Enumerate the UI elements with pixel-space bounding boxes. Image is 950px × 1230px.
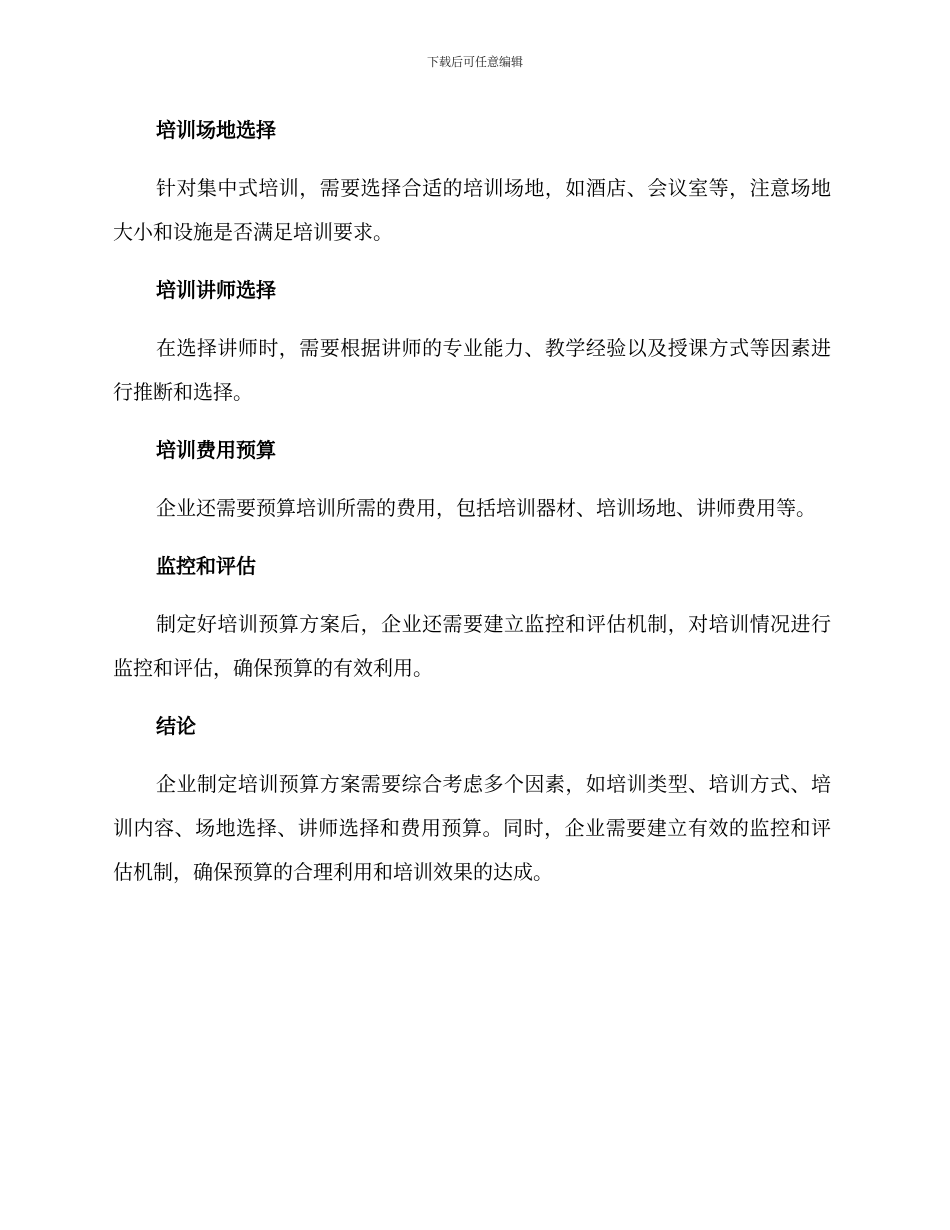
section-heading: 结论 xyxy=(156,714,196,738)
section-paragraph: 针对集中式培训，需要选择合适的培训场地，如酒店、会议室等，注意场地大小和设施是否满足培训要求。 xyxy=(113,176,831,244)
section-paragraph: 企业还需要预算培训所需的费用，包括培训器材、培训场地、讲师费用等。 xyxy=(156,496,816,520)
section-paragraph: 制定好培训预算方案后，企业还需要建立监控和评估机制，对培训情况进行监控和评估，确保预算的有效利用。 xyxy=(113,612,831,680)
section-monitoring-evaluation xyxy=(113,544,831,690)
section-heading: 监控和评估 xyxy=(156,554,256,578)
page-header-note: 下载后可任意编辑 xyxy=(426,55,523,69)
section-paragraph: 企业制定培训预算方案需要综合考虑多个因素，如培训类型、培训方式、培训内容、场地选择、讲师选择和费用预算。同时，企业需要建立有效的监控和评估机制，确保预算的合理利用和培训效果的达成。 xyxy=(113,772,831,884)
section-heading: 培训讲师选择 xyxy=(156,278,276,302)
document-body xyxy=(113,108,831,908)
section-cost-budget xyxy=(113,428,831,530)
section-conclusion xyxy=(113,704,831,894)
section-heading: 培训场地选择 xyxy=(156,118,276,142)
section-trainer-selection xyxy=(113,268,831,414)
section-paragraph: 在选择讲师时，需要根据讲师的专业能力、教学经验以及授课方式等因素进行推断和选择。 xyxy=(113,336,831,404)
section-heading: 培训费用预算 xyxy=(156,438,276,462)
section-venue-selection xyxy=(113,108,831,254)
